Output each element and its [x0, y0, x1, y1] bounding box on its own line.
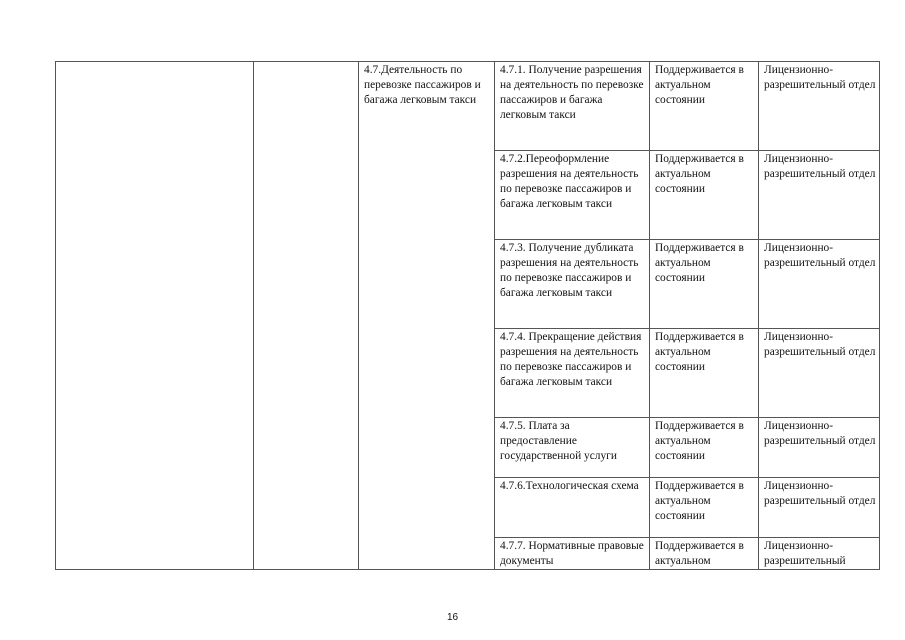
responsible-cell: Лицензионно-разрешительный [759, 538, 880, 570]
responsible-cell: Лицензионно-разрешительный отдел [759, 240, 880, 329]
section-group-cell: 4.7.Деятельность по перевозке пассажиров и багажа легковым такси [359, 62, 495, 570]
status-cell: Поддерживается в актуальном состоянии [650, 418, 759, 478]
status-cell: Поддерживается в актуальном состоянии [650, 62, 759, 151]
status-cell: Поддерживается в актуальном состоянии [650, 329, 759, 418]
responsible-cell: Лицензионно-разрешительный отдел [759, 418, 880, 478]
responsible-cell: Лицензионно-разрешительный отдел [759, 478, 880, 538]
service-item-cell: 4.7.4. Прекращение действия разрешения на деятельность по перевозке пассажиров и багажа легковым такси [495, 329, 650, 418]
document-table [55, 61, 880, 570]
service-item-cell: 4.7.5. Плата за предоставление государственной услуги [495, 418, 650, 478]
status-cell: Поддерживается в актуальном состоянии [650, 240, 759, 329]
status-cell: Поддерживается в актуальном состоянии [650, 478, 759, 538]
empty-cell-col1 [56, 62, 254, 570]
responsible-cell: Лицензионно-разрешительный отдел [759, 329, 880, 418]
service-item-cell: 4.7.2.Переоформление разрешения на деятельность по перевозке пассажиров и багажа легковым такси [495, 151, 650, 240]
responsible-cell: Лицензионно-разрешительный отдел [759, 62, 880, 151]
service-item-cell: 4.7.7. Нормативные правовые документы [495, 538, 650, 570]
page-number: 16 [446, 612, 459, 623]
empty-cell-col2 [254, 62, 359, 570]
responsible-cell: Лицензионно-разрешительный отдел [759, 151, 880, 240]
service-item-cell: 4.7.1. Получение разрешения на деятельность по перевозке пассажиров и багажа легковым такси [495, 62, 650, 151]
service-item-cell: 4.7.3. Получение дубликата разрешения на деятельность по перевозке пассажиров и багажа легковым такси [495, 240, 650, 329]
service-item-cell: 4.7.6.Технологическая схема [495, 478, 650, 538]
status-cell: Поддерживается в актуальном [650, 538, 759, 570]
status-cell: Поддерживается в актуальном состоянии [650, 151, 759, 240]
